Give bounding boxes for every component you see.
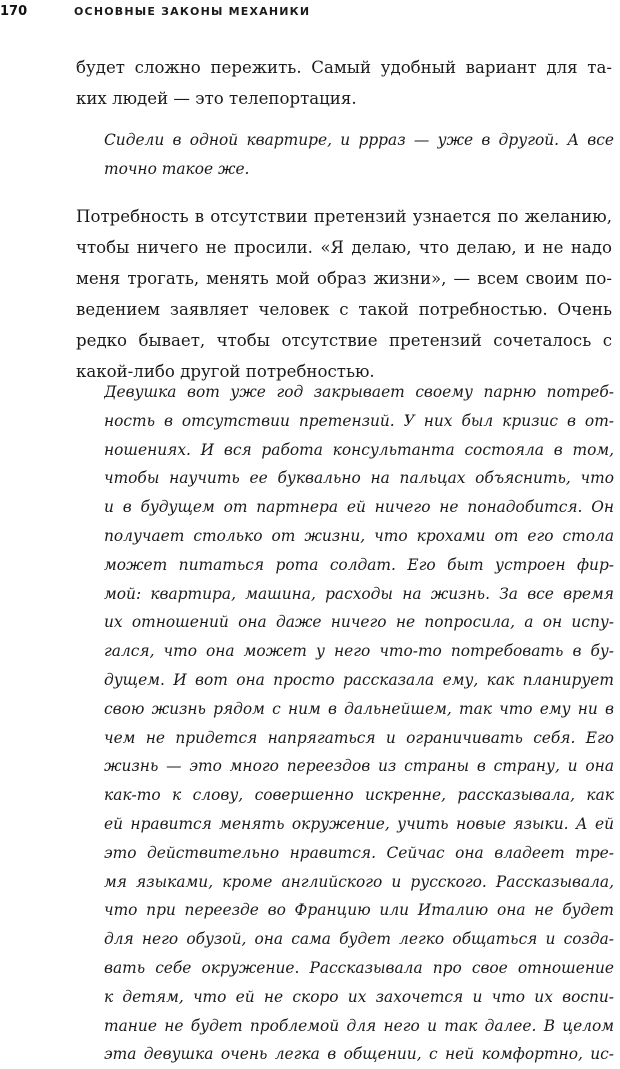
text-line: Сидели в одной квартире, и ррраз — уже в другой. А все [104, 131, 614, 149]
text-line: редко бывает, чтобы отсутствие претензий сочеталось с [76, 331, 612, 350]
text-line: жизнь — это много переездов из страны в страну, и она [104, 757, 614, 776]
text-line: что при переезде во Францию или Италию она не будет [104, 901, 614, 920]
text-line: их отношений она даже ничего не попросила, а он испу- [104, 613, 614, 632]
text-line: какой-либо другой потребностью. [76, 362, 375, 381]
example-quote-1 [104, 126, 620, 184]
text-line: свою жизнь рядом с ним в дальнейшем, так что ему ни в [104, 699, 614, 718]
text-line: мя языками, кроме английского и русского. Рассказывала, [104, 872, 614, 891]
example-quote-2 [104, 378, 620, 1069]
text-line: ность в отсутствии претензий. У них был кризис в от- [104, 411, 614, 430]
paragraph-2 [76, 201, 612, 387]
text-line: ведением заявляет человек с такой потребностью. Очень [76, 300, 612, 319]
text-line: ких людей — это телепортация. [76, 89, 357, 108]
text-line: эта девушка очень легка в общении, с ней комфортно, ис- [104, 1045, 614, 1064]
text-line: дущем. И вот она просто рассказала ему, как планирует [104, 670, 614, 689]
text-line: для него обузой, она сама будет легко общаться и созда- [104, 930, 614, 949]
text-line: меня трогать, менять мой образ жизни», — всем своим по- [76, 269, 612, 288]
text-line: чем не придется напрягаться и ограничивать себя. Его [104, 728, 614, 747]
running-head: ОСНОВНЫЕ ЗАКОНЫ МЕХАНИКИ [74, 4, 311, 18]
text-line: Девушка вот уже год закрывает своему парню потреб- [104, 383, 614, 401]
text-line: это действительно нравится. Сейчас она владеет тре- [104, 843, 614, 862]
page-number: 170 [0, 3, 28, 19]
text-line: ей нравится менять окружение, учить новые языки. А ей [104, 814, 614, 833]
text-line: точно такое же. [104, 159, 250, 178]
text-line: чтобы ничего не просили. «Я делаю, что делаю, и не надо [76, 238, 612, 257]
text-line: к детям, что ей не скоро их захочется и что их воспи- [104, 987, 614, 1006]
text-line: будет сложно пережить. Самый удобный вариант для та- [76, 58, 612, 77]
text-line: вать себе окружение. Рассказывала про свое отношение [104, 958, 614, 977]
paragraph-1 [76, 52, 612, 114]
page-header [0, 1, 311, 21]
text-line: гался, что она может у него что-то потребовать в бу- [104, 642, 614, 661]
text-line: получает столько от жизни, что крохами от его стола [104, 526, 614, 545]
text-line: тание не будет проблемой для него и так далее. В целом [104, 1016, 614, 1035]
text-line: и в будущем от партнера ей ничего не понадобится. Он [104, 498, 614, 517]
text-line: может питаться рота солдат. Его быт устроен фир- [104, 555, 614, 574]
text-line: ношениях. И вся работа консультанта состояла в том, [104, 440, 614, 459]
text-line: Потребность в отсутствии претензий узнается по желанию, [76, 207, 612, 226]
text-line: чтобы научить ее буквально на пальцах объяснить, что [104, 469, 614, 488]
text-line: мой: квартира, машина, расходы на жизнь. За все время [104, 584, 614, 603]
text-line: как-то к слову, совершенно искренне, рассказывала, как [104, 786, 614, 805]
